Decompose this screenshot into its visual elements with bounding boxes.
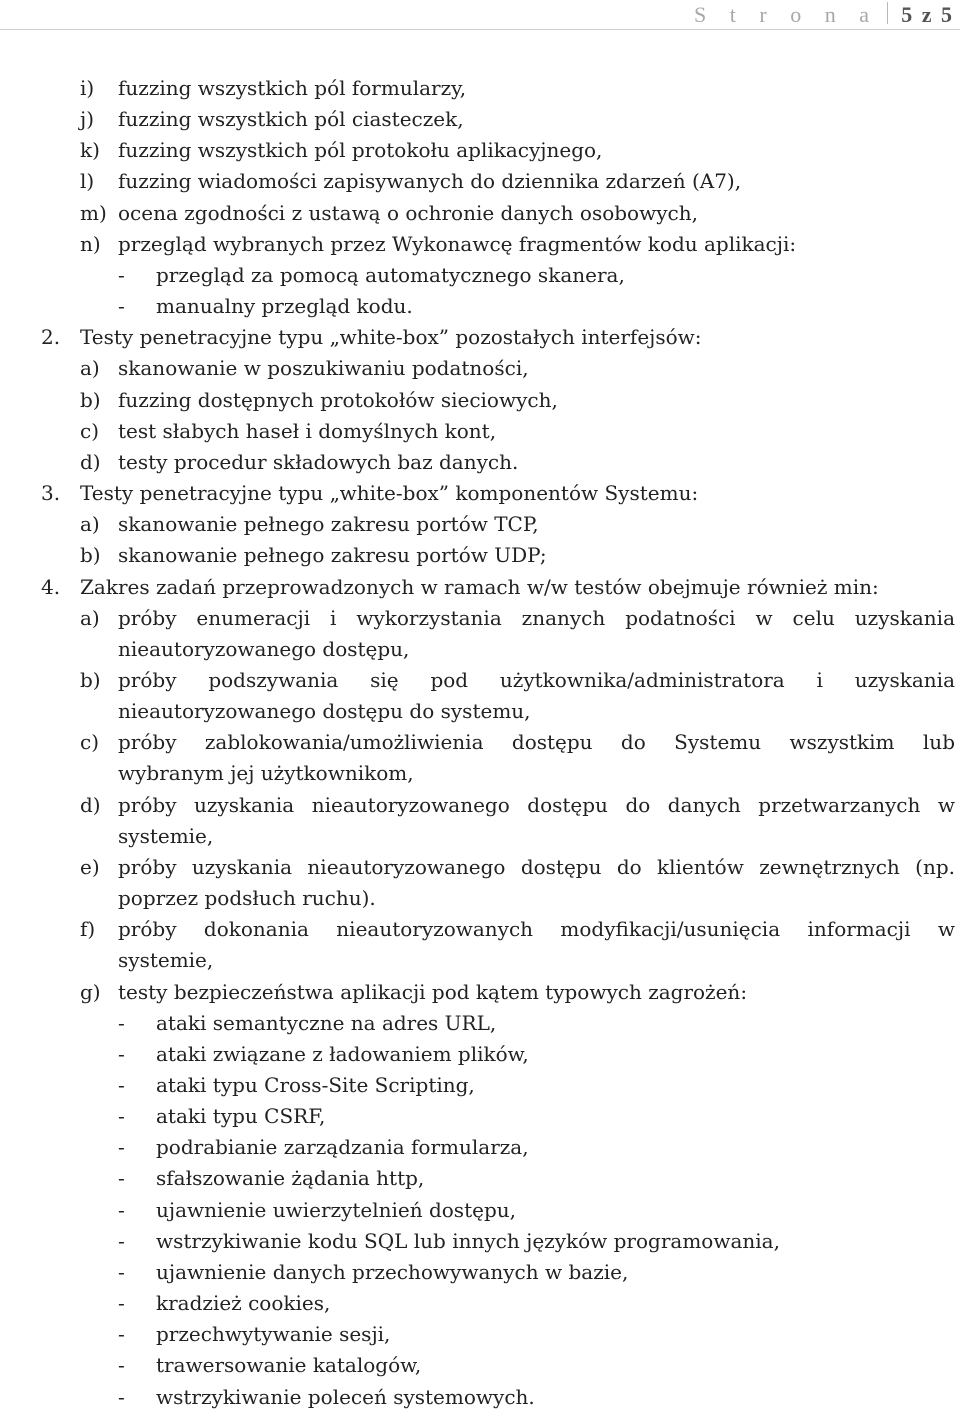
list-item xyxy=(0,1132,960,1163)
list-item-text: kradzież cookies, xyxy=(156,1291,331,1316)
list-item-text: fuzzing dostępnych protokołów sieciowych, xyxy=(118,387,558,412)
list-marker: m) xyxy=(80,200,107,225)
list-item-text: poprzez podsłuch ruchu). xyxy=(118,886,376,911)
list-item xyxy=(0,1195,960,1226)
list-item xyxy=(0,1319,960,1350)
list-marker: - xyxy=(118,1197,125,1222)
list-item-text: sfałszowanie żądania http, xyxy=(156,1166,425,1191)
list-item xyxy=(0,977,960,1008)
header-rule xyxy=(0,29,960,30)
list-marker: d) xyxy=(80,792,101,817)
header-page-label: S t r o n a xyxy=(694,2,878,27)
list-marker: - xyxy=(118,1166,125,1191)
list-item-text: próby uzyskania nieautoryzowanego dostępu do klientów zewnętrznych (np. xyxy=(118,854,955,879)
list-item-text: ataki związane z ładowaniem plików, xyxy=(156,1041,529,1066)
list-item xyxy=(0,727,960,758)
list-marker: g) xyxy=(80,979,101,1004)
list-item xyxy=(0,852,960,883)
list-item xyxy=(0,416,960,447)
list-item-text: fuzzing wiadomości zapisywanych do dziennika zdarzeń (A7), xyxy=(118,169,742,194)
list-item xyxy=(0,634,960,665)
list-marker: l) xyxy=(80,169,95,194)
list-item-text: trawersowanie katalogów, xyxy=(156,1353,422,1378)
list-marker: 4. xyxy=(41,574,61,599)
list-marker: d) xyxy=(80,449,101,474)
list-marker: - xyxy=(118,1353,125,1378)
list-marker: i) xyxy=(80,76,95,100)
list-item xyxy=(0,914,960,945)
list-marker: c) xyxy=(80,730,100,755)
list-marker: - xyxy=(118,1291,125,1316)
list-item xyxy=(0,945,960,976)
list-item xyxy=(0,1163,960,1194)
list-marker: e) xyxy=(80,854,100,879)
list-marker: 2. xyxy=(41,325,61,350)
list-item-text: ocena zgodności z ustawą o ochronie danych osobowych, xyxy=(118,200,698,225)
list-item xyxy=(0,166,960,197)
list-item xyxy=(0,1382,960,1413)
list-item xyxy=(0,135,960,166)
list-marker: - xyxy=(118,1384,125,1409)
list-item xyxy=(0,572,960,603)
list-item xyxy=(0,260,960,291)
list-marker: f) xyxy=(80,917,96,942)
list-item-text: testy procedur składowych baz danych. xyxy=(118,449,519,474)
list-item xyxy=(0,291,960,322)
list-item-text: ujawnienie uwierzytelnień dostępu, xyxy=(156,1197,516,1222)
list-item-text: próby dokonania nieautoryzowanych modyfikacji/usunięcia informacji w xyxy=(118,917,955,942)
list-item xyxy=(0,1350,960,1381)
list-item-text: Zakres zadań przeprowadzonych w ramach w/w testów obejmuje również min: xyxy=(80,574,879,599)
list-item xyxy=(0,758,960,789)
list-item-text: wstrzykiwanie kodu SQL lub innych języków programowania, xyxy=(156,1228,780,1253)
list-item xyxy=(0,198,960,229)
list-item-text: wybranym jej użytkownikom, xyxy=(118,761,414,786)
list-item-text: nieautoryzowanego dostępu, xyxy=(118,636,410,661)
list-item xyxy=(0,322,960,353)
header-separator xyxy=(887,2,888,24)
list-item-text: przechwytywanie sesji, xyxy=(156,1322,391,1347)
list-item-text: ataki typu CSRF, xyxy=(156,1104,326,1129)
list-item xyxy=(0,790,960,821)
list-marker: k) xyxy=(80,138,100,163)
list-item xyxy=(0,1257,960,1288)
list-item xyxy=(0,447,960,478)
list-item xyxy=(0,883,960,914)
header-page-number: 5 z 5 xyxy=(901,2,954,27)
list-marker: n) xyxy=(80,231,101,256)
list-item-text: próby enumeracji i wykorzystania znanych podatności w celu uzyskania xyxy=(118,605,955,630)
list-marker: - xyxy=(118,1010,125,1035)
list-marker: - xyxy=(118,262,125,287)
list-item xyxy=(0,1039,960,1070)
list-item-text: próby uzyskania nieautoryzowanego dostępu do danych przetwarzanych w xyxy=(118,792,955,817)
list-marker: - xyxy=(118,1073,125,1097)
list-marker: a) xyxy=(80,605,100,630)
list-item-text: manualny przegląd kodu. xyxy=(156,294,413,319)
list-item-text: przegląd wybranych przez Wykonawcę fragmentów kodu aplikacji: xyxy=(118,231,797,256)
list-item-text: skanowanie pełnego zakresu portów UDP; xyxy=(118,543,547,568)
list-item xyxy=(0,696,960,727)
list-item-text: test słabych haseł i domyślnych kont, xyxy=(118,418,497,443)
list-item-text: skanowanie w poszukiwaniu podatności, xyxy=(118,356,529,381)
list-item-text: fuzzing wszystkich pól protokołu aplikacyjnego, xyxy=(118,138,603,163)
list-marker: b) xyxy=(80,543,101,568)
list-item xyxy=(0,104,960,135)
list-item-text: fuzzing wszystkich pól formularzy, xyxy=(118,76,467,100)
list-marker: a) xyxy=(80,512,100,537)
list-item xyxy=(0,353,960,384)
list-marker: - xyxy=(118,1104,125,1129)
list-item-text: wstrzykiwanie poleceń systemowych. xyxy=(156,1384,535,1409)
list-item-text: próby podszywania się pod użytkownika/administratora i uzyskania xyxy=(118,667,955,692)
list-item-text: ataki semantyczne na adres URL, xyxy=(156,1010,497,1035)
list-item-text: Testy penetracyjne typu „white-box” pozostałych interfejsów: xyxy=(80,325,702,350)
list-marker: - xyxy=(118,1259,125,1284)
list-item xyxy=(0,665,960,696)
list-item xyxy=(0,1070,960,1101)
list-item-text: skanowanie pełnego zakresu portów TCP, xyxy=(118,512,539,537)
list-item xyxy=(0,509,960,540)
list-item-text: nieautoryzowanego dostępu do systemu, xyxy=(118,699,531,724)
list-item-text: próby zablokowania/umożliwienia dostępu do Systemu wszystkim lub xyxy=(118,730,955,755)
list-item-text: systemie, xyxy=(118,948,214,973)
list-marker: b) xyxy=(80,387,101,412)
document-body xyxy=(0,73,960,1413)
page-header xyxy=(0,0,960,30)
list-item-text: testy bezpieczeństwa aplikacji pod kątem typowych zagrożeń: xyxy=(118,979,748,1004)
list-marker: - xyxy=(118,294,125,319)
list-marker: c) xyxy=(80,418,100,443)
list-item xyxy=(0,1226,960,1257)
list-marker: j) xyxy=(80,107,95,132)
list-marker: - xyxy=(118,1041,125,1066)
list-item-text: ujawnienie danych przechowywanych w bazie, xyxy=(156,1259,629,1284)
list-item xyxy=(0,1288,960,1319)
list-item-text: przegląd za pomocą automatycznego skanera, xyxy=(156,262,625,287)
list-item-text: ataki typu Cross-Site Scripting, xyxy=(156,1073,475,1097)
list-item xyxy=(0,821,960,852)
list-item xyxy=(0,73,960,104)
list-marker: b) xyxy=(80,667,101,692)
list-item-text: fuzzing wszystkich pól ciasteczek, xyxy=(118,107,464,132)
list-item xyxy=(0,603,960,634)
list-item xyxy=(0,540,960,571)
list-item-text: Testy penetracyjne typu „white-box” komponentów Systemu: xyxy=(80,481,699,506)
list-item xyxy=(0,1101,960,1132)
list-item xyxy=(0,1008,960,1039)
list-item-text: podrabianie zarządzania formularza, xyxy=(156,1135,529,1160)
list-item xyxy=(0,229,960,260)
list-marker: - xyxy=(118,1135,125,1160)
list-marker: - xyxy=(118,1322,125,1347)
list-marker: - xyxy=(118,1228,125,1253)
list-item xyxy=(0,478,960,509)
list-marker: a) xyxy=(80,356,100,381)
list-marker: 3. xyxy=(41,481,61,506)
list-item xyxy=(0,385,960,416)
list-item-text: systemie, xyxy=(118,823,214,848)
